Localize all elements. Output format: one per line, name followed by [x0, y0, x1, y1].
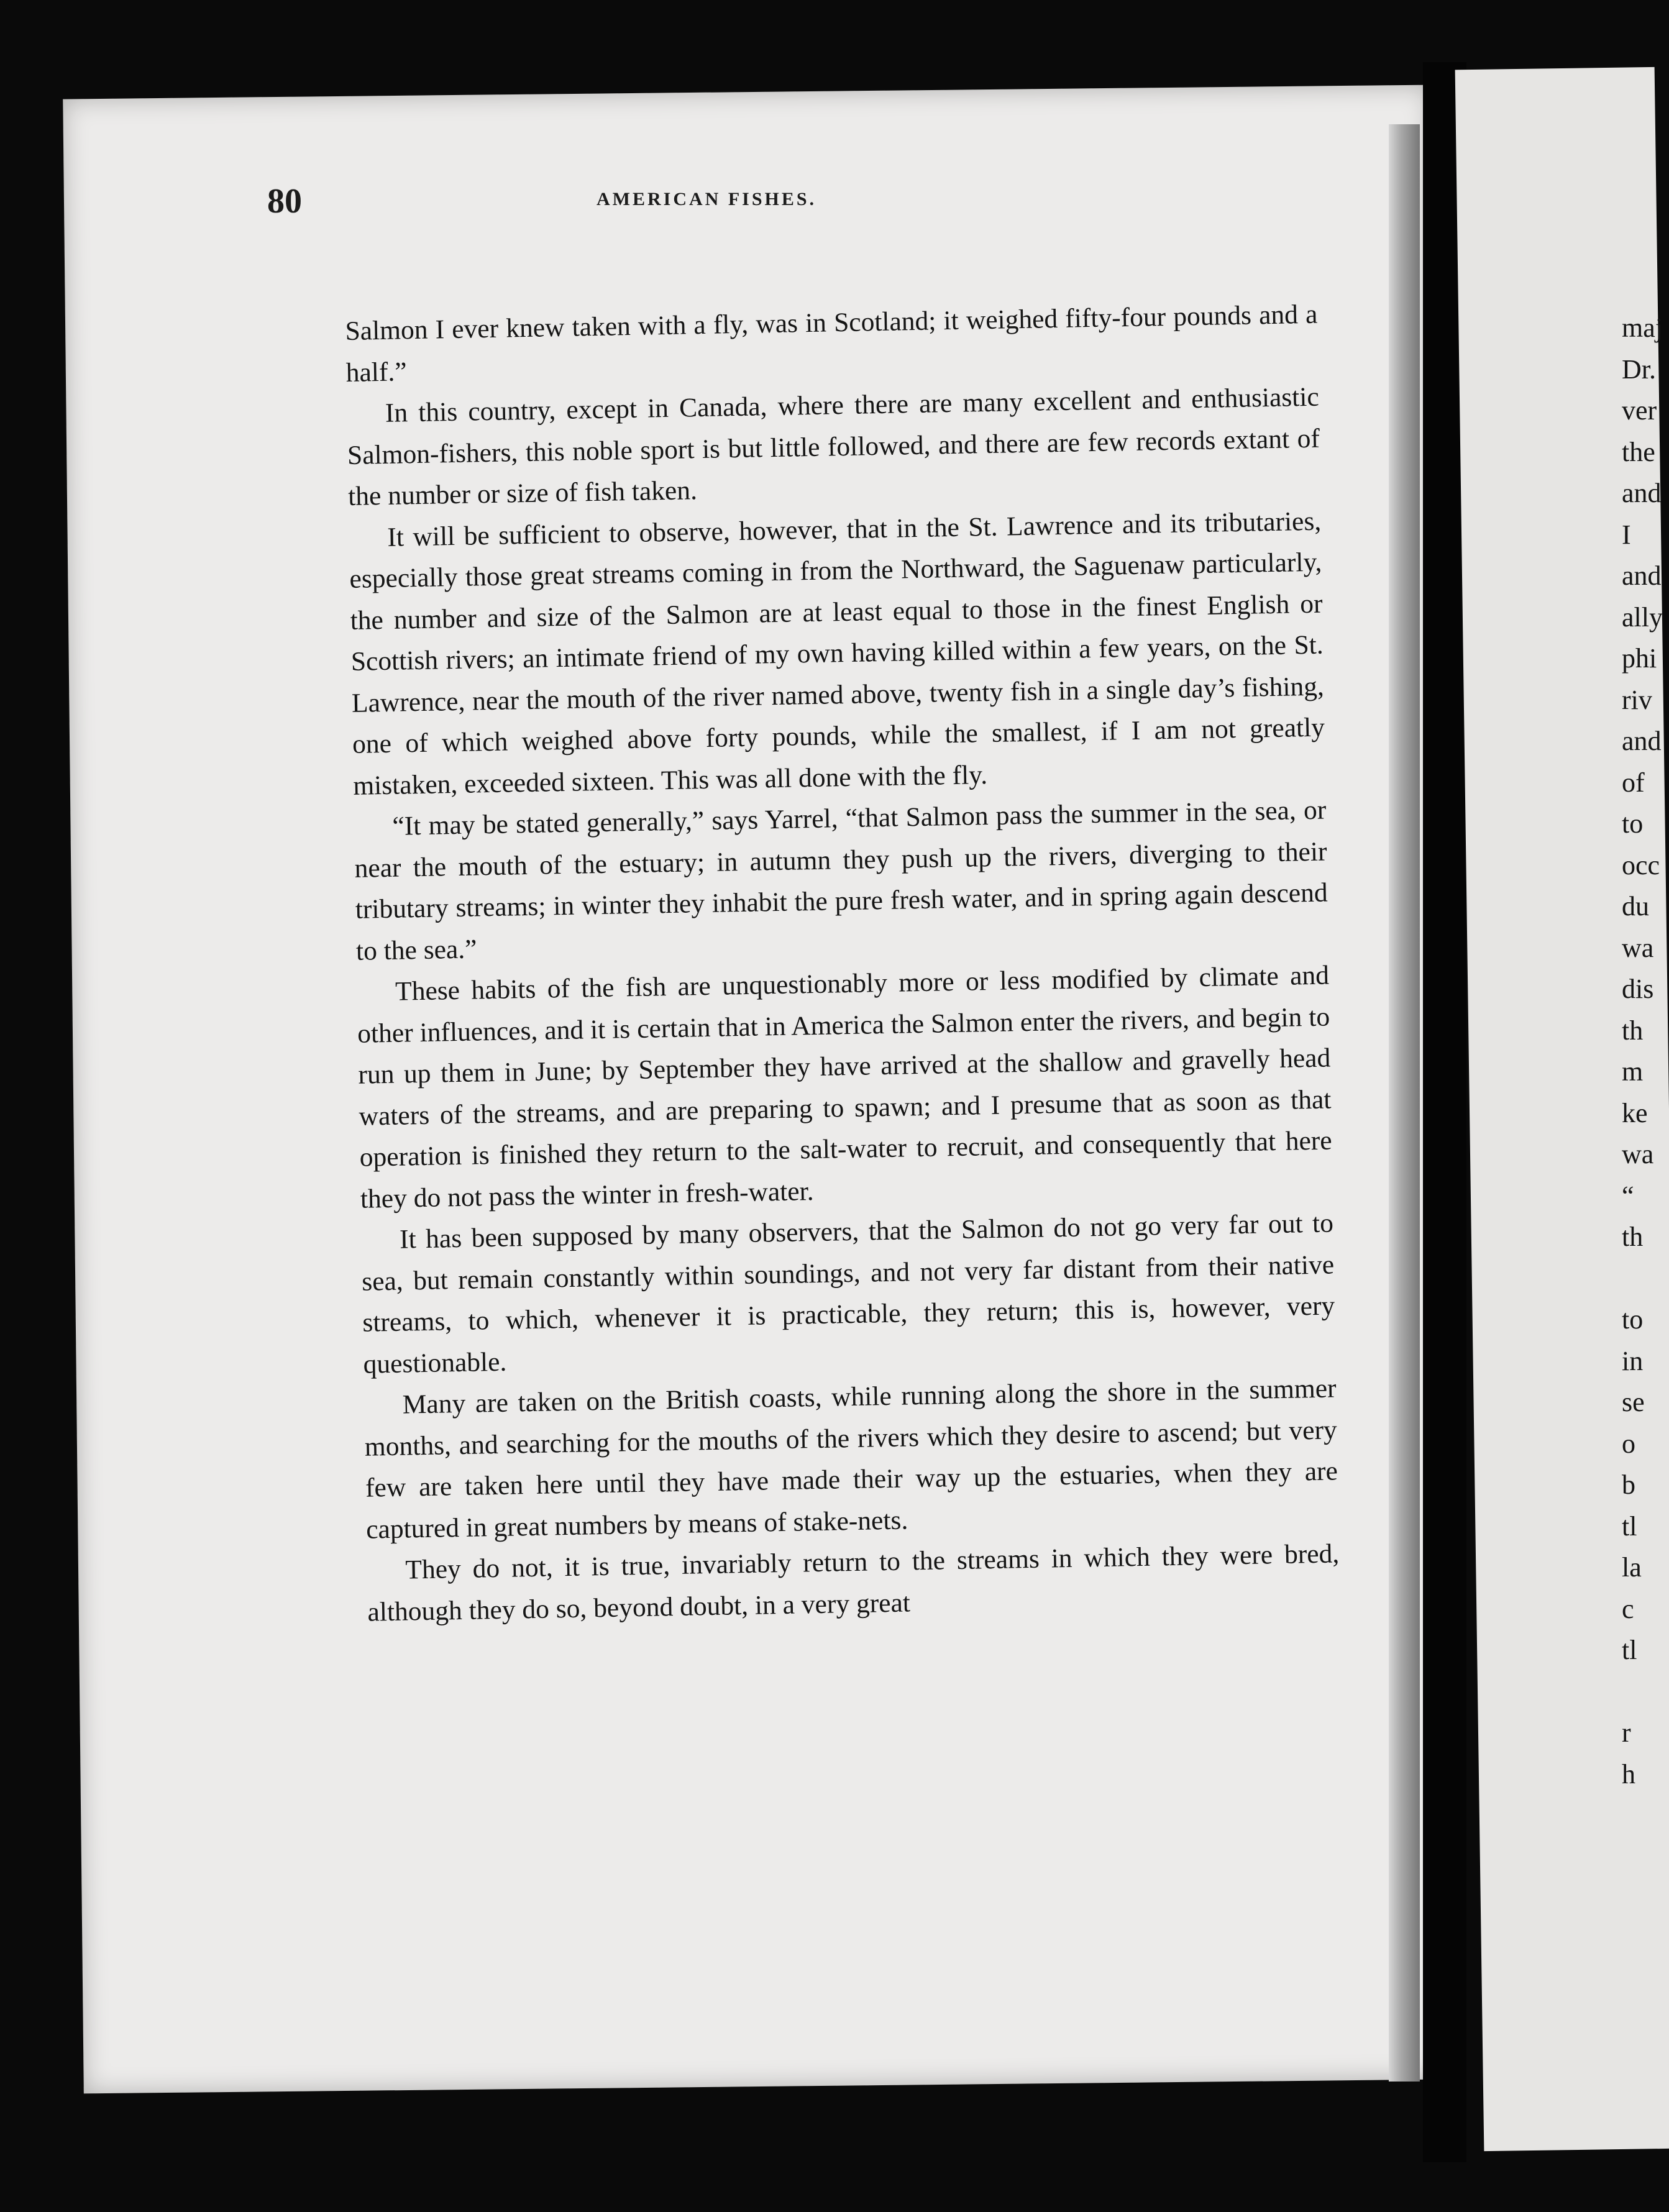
right-page-fragment: and: [1622, 478, 1662, 508]
right-page-fragment: occ: [1622, 849, 1660, 880]
paragraph: Many are taken on the British coasts, while running along the shore in the summer months, and searching for the mouths of the rivers which they desire to ascend; but very few are taken here until they have made their way up the estuaries, when they are captured in great numbers by means of stake-nets.: [364, 1373, 1338, 1545]
right-page-fragment: r: [1622, 1717, 1631, 1748]
paragraph-quote: “It may be stated generally,” says Yarrel, “that Salmon pass the summer in the sea, or near the mouth of the estuary; in autumn they push up the rivers, diverging to their tributary streams; in winter they inhabit the pure fresh water, and in spring again descend to the sea.”: [354, 795, 1328, 966]
paragraph: In this country, except in Canada, where there are many excellent and enthusiastic Salmon-fishers, this noble sport is but little followed, and there are few records extant of the number or size of fish taken.: [347, 382, 1320, 511]
right-page-fragment: to: [1622, 1304, 1644, 1335]
page-number: 80: [267, 182, 302, 221]
right-page-fragment: o: [1622, 1428, 1635, 1459]
right-page-fragment: [1622, 1258, 1669, 1300]
page-edge-shadow: [1389, 124, 1420, 2082]
paragraph-continued: Salmon I ever knew taken with a fly, was in Scotland; it weighed fifty-four pounds and a half.”: [345, 299, 1318, 388]
right-page-fragment: m: [1622, 1056, 1644, 1087]
right-page-fragment: [1622, 1671, 1669, 1713]
right-page-fragment: th: [1622, 1015, 1644, 1046]
right-page-text-fragments: [1622, 308, 1669, 1795]
right-page-fragment: la: [1622, 1552, 1642, 1583]
right-page-fragment: ally: [1622, 601, 1663, 633]
right-page-fragment: phi: [1622, 643, 1657, 674]
right-page-fragment: dis: [1622, 974, 1654, 1004]
right-page-fragment: du: [1622, 891, 1649, 921]
running-title: AMERICAN FISHES.: [597, 189, 817, 209]
paragraph: It will be sufficient to observe, however, that in the St. Lawrence and its tributaries, especially those great streams coming in from the Northward, the Saguenaw particularly, the number and size of the Salmon are at least equal to those in the finest English or Scottish rivers; an intimate friend of my own having killed within a few years, on the St. Lawrence, near the mouth of the river named above, twenty fish in a single day’s fishing, one of which weighed above forty pounds, while the smallest, if I am not greatly mistaken, exceeded sixteen. This was all done with the fly.: [349, 506, 1325, 801]
paragraph: These habits of the fish are unquestionably more or less modified by climate and other influences, and it is certain that in America the Salmon enter the rivers, and begin to run up them in June; by September they have arrived at the shallow and gravelly head waters of the streams, and are preparing to spawn; and I presume that as soon as that operation is finished they return to the salt-water to recruit, and consequently that here they do not pass the winter in fresh-water.: [357, 960, 1332, 1214]
right-page-fragment: tl: [1622, 1635, 1637, 1665]
right-page-fragment: ver: [1622, 395, 1657, 426]
right-page-fragment: and: [1622, 726, 1662, 756]
right-page-fragment: th: [1622, 1222, 1644, 1252]
paragraph: It has been supposed by many observers, that the Salmon do not go very far out to sea, but remain constantly within soundings, and not very far distant from their native streams, to which, whenever it is practicable, they return; this is, however, very questionable.: [361, 1208, 1335, 1379]
page-header: [267, 181, 1355, 231]
right-page-fragment: ke: [1622, 1097, 1648, 1128]
right-page-fragment: to: [1622, 808, 1644, 839]
right-page-fragment: wa: [1622, 1139, 1654, 1169]
right-page-fragment: wa: [1622, 932, 1654, 963]
right-page-fragment: Dr.: [1622, 354, 1656, 385]
right-page-fragment: se: [1622, 1387, 1645, 1417]
right-page-fragment: c: [1622, 1593, 1634, 1624]
right-page-fragment: b: [1622, 1469, 1635, 1500]
right-page-fragment: of: [1622, 767, 1645, 798]
body-text: [345, 294, 1340, 1633]
right-page-fragment: and: [1622, 560, 1662, 591]
right-page-fragment: tl: [1622, 1510, 1637, 1542]
paragraph: They do not, it is true, invariably return to the streams in which they were bred, although they do so, beyond doubt, in a very great: [367, 1538, 1340, 1627]
right-page-fragment: in: [1622, 1345, 1644, 1376]
right-page-fragment: “: [1622, 1180, 1634, 1211]
right-page-fragment: maj: [1622, 313, 1663, 343]
right-page-fragment: the: [1622, 436, 1655, 467]
right-page-fragment: I: [1622, 519, 1631, 550]
right-page-fragment: riv: [1622, 684, 1652, 715]
right-page-fragment: h: [1622, 1758, 1635, 1789]
